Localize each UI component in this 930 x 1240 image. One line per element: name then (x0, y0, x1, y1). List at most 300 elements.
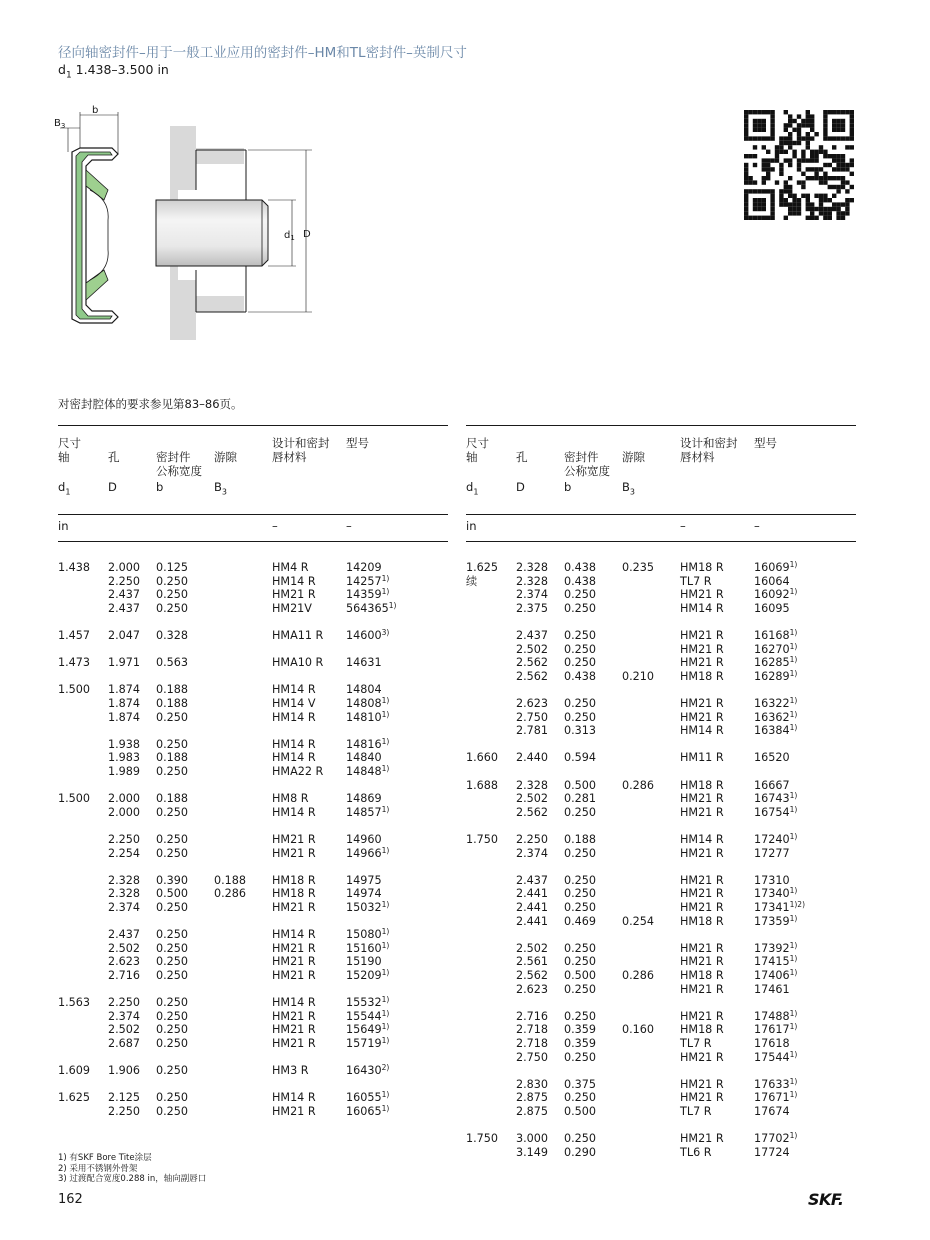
design-material: HM21 R (272, 955, 316, 969)
seal-width: 0.250 (564, 1009, 597, 1023)
footnote-ref: 1) (789, 1131, 798, 1141)
designation-value: 17633$^{1)}$ (754, 1076, 798, 1091)
designation-value: 14810$^{1)}$ (346, 709, 390, 724)
designation-value: 16069$^{1)}$ (754, 560, 798, 574)
designation-value: 17359$^{1)}$ (754, 913, 798, 928)
shaft-diameter: 1.500 (58, 792, 91, 806)
designation-value: 14816$^{1)}$ (346, 736, 390, 751)
designation-value: 14857$^{1)}$ (346, 804, 390, 819)
table-row (58, 561, 448, 575)
design-material: HM14 R (680, 601, 724, 615)
designation-value: 17340$^{1)}$ (754, 886, 798, 901)
bore-diameter: 2.562 (516, 669, 549, 683)
seal-width: 0.375 (564, 1077, 597, 1091)
footnote-ref: 1) (789, 1008, 798, 1018)
designation-value: 14840 (346, 751, 382, 765)
table-row (58, 928, 448, 942)
bore-diameter: 2.328 (516, 574, 549, 588)
design-material: HM21 R (272, 1009, 316, 1023)
symbol-D: D (516, 480, 525, 494)
designation-value: 17617$^{1)}$ (754, 1022, 798, 1037)
footnote-ref: 1) (789, 968, 798, 977)
table-row (58, 656, 448, 670)
designation-value: 14257$^{1)}$ (346, 573, 390, 588)
table-row (58, 833, 448, 847)
table-row (58, 887, 448, 901)
footnote-ref: 1) (789, 804, 798, 814)
footnote-ref: 1) (789, 668, 798, 678)
footnote-ref: 1) (381, 1022, 390, 1032)
seal-width: 0.250 (156, 1037, 189, 1050)
bore-diameter: 2.328 (108, 873, 141, 887)
designation-value: 14974 (346, 887, 382, 901)
bore-diameter: 2.562 (516, 805, 549, 819)
header-dimensions: 尺寸 (466, 436, 489, 450)
design-material: HM21 R (680, 982, 724, 996)
footnote-ref: 1) (789, 1076, 798, 1086)
bore-diameter: 2.781 (516, 724, 549, 738)
bore-diameter: 2.437 (516, 629, 549, 642)
seal-width: 0.250 (156, 737, 189, 751)
designation-value: 15544$^{1)}$ (346, 1008, 390, 1023)
seal-width: 0.188 (156, 792, 189, 806)
footnote-ref: 1) (381, 764, 390, 773)
seal-width: 0.438 (564, 669, 597, 683)
bore-diameter: 2.875 (516, 1105, 549, 1118)
bore-diameter: 2.437 (108, 588, 141, 602)
designation-value: 16289$^{1)}$ (754, 668, 798, 683)
design-material: HM21 R (680, 1077, 724, 1091)
table-body-rule (466, 541, 856, 542)
bore-diameter: 2.502 (516, 642, 549, 656)
seal-width: 0.438 (564, 561, 597, 574)
bore-diameter: 2.328 (516, 561, 549, 574)
shaft-diameter: 1.563 (58, 996, 91, 1010)
designation-value: 16430$^{2)}$ (346, 1063, 390, 1078)
seal-width: 0.500 (156, 887, 189, 901)
footnote-ref: 1) (381, 995, 390, 1005)
table-row (58, 1037, 448, 1051)
bore-diameter: 1.906 (108, 1064, 141, 1078)
seal-width: 0.359 (564, 1023, 597, 1037)
bore-diameter: 2.562 (516, 969, 549, 982)
footnote-ref: 1) (381, 845, 390, 855)
seal-width: 0.250 (564, 887, 597, 901)
seal-width: 0.250 (156, 601, 189, 615)
bore-diameter: 2.047 (108, 629, 141, 642)
footnotes (58, 1153, 206, 1185)
seal-width: 0.250 (156, 1091, 189, 1105)
designation-value: 17724 (754, 1145, 790, 1159)
designation-value: 14600$^{3)}$ (346, 628, 390, 642)
seal-width: 0.250 (564, 805, 597, 819)
seal-width: 0.250 (156, 710, 189, 724)
footnote-ref: 1) (388, 600, 397, 610)
footnote-ref: 1) (789, 886, 798, 896)
seal-width: 0.250 (564, 846, 597, 860)
label-b: b (92, 105, 99, 116)
header-design-2: 唇材料 (272, 450, 307, 464)
design-material: TL7 R (680, 1037, 712, 1050)
shaft-diameter: 1.625 (58, 1091, 91, 1105)
seal-width: 0.500 (564, 969, 597, 982)
bore-diameter: 2.437 (108, 928, 141, 942)
design-material: HM18 R (272, 873, 316, 887)
designation-value: 17341$^{1)2)}$ (754, 900, 805, 914)
bore-diameter: 2.718 (516, 1023, 549, 1037)
designation-value: 17406$^{1)}$ (754, 968, 798, 982)
footnote-ref: 1) (381, 736, 390, 746)
table-row (58, 874, 448, 888)
seal-width: 0.250 (564, 873, 597, 887)
design-material: HM18 R (680, 669, 724, 683)
designation-value: 17544$^{1)}$ (754, 1049, 798, 1064)
designation-value: 17461 (754, 982, 790, 996)
design-material: HM18 R (680, 1023, 724, 1037)
table-row (466, 711, 856, 725)
bore-diameter: 2.374 (108, 901, 141, 914)
bore-diameter: 1.971 (108, 656, 141, 670)
table-row (466, 1146, 856, 1160)
bore-diameter: 2.441 (516, 914, 549, 928)
seal-width: 0.250 (564, 629, 597, 642)
bore-diameter: 2.250 (108, 996, 141, 1010)
header-bore: 孔 (108, 450, 120, 464)
table-top-rule (58, 425, 448, 426)
footnote-ref: 1) (381, 940, 390, 950)
bore-diameter: 2.437 (516, 873, 549, 887)
design-material: HM21 R (680, 629, 724, 642)
header-design-1: 设计和密封 (272, 436, 330, 450)
design-material: HM21 R (680, 710, 724, 724)
design-material: HM21 R (680, 1132, 724, 1146)
table-row (58, 738, 448, 752)
clearance-value: 0.235 (622, 561, 655, 574)
page-number: 162 (58, 1192, 83, 1207)
designation-value: 15719$^{1)}$ (346, 1036, 390, 1050)
bore-diameter: 2.716 (516, 1009, 549, 1023)
table-row (466, 1105, 856, 1119)
table-row (466, 942, 856, 956)
designation-value: 14960 (346, 833, 382, 846)
seal-width: 0.250 (156, 765, 189, 778)
clearance-value: 0.286 (622, 969, 655, 982)
footnote-ref: 1) (789, 709, 798, 719)
footnote-ref: 1) (381, 587, 390, 597)
unit-dash-designation: – (754, 519, 760, 533)
seal-drawing (50, 100, 330, 350)
clearance-value: 0.254 (622, 914, 655, 928)
table-row (58, 1091, 448, 1105)
table-row (466, 806, 856, 820)
table-row (58, 765, 448, 779)
designation-value: 17310 (754, 873, 790, 887)
table-row (466, 874, 856, 888)
shaft-diameter: 1.500 (58, 683, 91, 697)
seal-width: 0.594 (564, 751, 597, 765)
designation-value: 17674 (754, 1105, 790, 1118)
seal-width: 0.250 (156, 846, 189, 860)
footnote-ref: 1) (381, 968, 390, 977)
designation-value: 15032$^{1)}$ (346, 900, 390, 914)
seal-width: 0.250 (156, 574, 189, 588)
table-row (58, 1023, 448, 1037)
footnote-ref: 1) (789, 1022, 798, 1032)
footnote-ref: 1) (789, 723, 798, 733)
table-row (466, 969, 856, 983)
symbol-B3: $B_3$ (214, 480, 227, 497)
designation-value: 14848$^{1)}$ (346, 764, 390, 778)
table-row (58, 1105, 448, 1119)
seal-width: 0.250 (156, 1009, 189, 1023)
designation-value: 17277 (754, 846, 790, 860)
footnote-2: 2) 采用不锈钢外骨架 (58, 1163, 138, 1174)
design-material: HM14 R (272, 751, 316, 765)
table-row (58, 996, 448, 1010)
bore-diameter: 2.750 (516, 1050, 549, 1064)
table-row (58, 792, 448, 806)
shaft-diameter: 1.609 (58, 1064, 91, 1078)
table-unit-rule (58, 514, 448, 515)
designation-value: 17618 (754, 1037, 790, 1050)
bore-diameter: 2.718 (516, 1037, 549, 1050)
design-material: HM14 R (272, 737, 316, 751)
bore-diameter: 2.687 (108, 1037, 141, 1050)
table-row (466, 901, 856, 915)
design-material: HMA10 R (272, 656, 324, 670)
page-subtitle: $d_1$ 1.438–3.500 in (58, 62, 169, 81)
seal-width: 0.250 (156, 588, 189, 602)
footnote-ref: 1) (789, 940, 798, 950)
table-row (466, 643, 856, 657)
design-material: TL7 R (680, 1105, 712, 1118)
design-material: HM14 R (272, 805, 316, 819)
bore-diameter: 2.875 (516, 1091, 549, 1105)
header-designation: 型号 (346, 436, 369, 450)
clearance-value: 0.210 (622, 669, 655, 683)
design-material: HM21 R (272, 969, 316, 982)
seal-width: 0.250 (564, 656, 597, 670)
designation-value: 16743$^{1)}$ (754, 791, 798, 806)
table-row (466, 656, 856, 670)
footnote-ref: 1) (789, 913, 798, 923)
designation-value: 16667 (754, 778, 790, 792)
design-material: HM3 R (272, 1064, 309, 1078)
design-material: HM18 R (680, 778, 724, 792)
design-material: HM21 R (680, 697, 724, 710)
bore-diameter: 2.716 (108, 969, 141, 982)
design-material: HM21 R (680, 846, 724, 860)
table-row (466, 602, 856, 616)
header-design-1: 设计和密封 (680, 436, 738, 450)
design-material: HM21 R (680, 941, 724, 955)
table-row (58, 588, 448, 602)
footnote-ref: 1) (381, 1036, 390, 1045)
seal-width: 0.250 (564, 982, 597, 996)
design-material: HM21 R (680, 873, 724, 887)
seal-width: 0.250 (564, 642, 597, 656)
design-material: HM14 R (680, 833, 724, 846)
table-row (466, 1091, 856, 1105)
design-material: HM21 R (272, 588, 316, 602)
qr-code[interactable] (744, 110, 854, 220)
footnote-ref: 1) (789, 832, 798, 841)
seal-width: 0.500 (564, 1105, 597, 1118)
header-clearance: 游隙 (622, 450, 645, 464)
header-shaft: 轴 (58, 450, 70, 464)
footnote-ref: 1) (789, 560, 798, 569)
seal-width: 0.250 (156, 833, 189, 846)
bore-diameter: 2.562 (516, 656, 549, 670)
designation-value: 14631 (346, 656, 382, 670)
bore-diameter: 2.125 (108, 1091, 141, 1105)
table-body-rule (58, 541, 448, 542)
design-material: HM21V (272, 601, 312, 615)
table-row (58, 751, 448, 765)
table-row (466, 588, 856, 602)
table-row (58, 806, 448, 820)
footnote-ref: 1) (381, 1090, 390, 1100)
seal-width: 0.250 (156, 996, 189, 1010)
seal-width: 0.250 (564, 588, 597, 602)
unit-dash-design: – (680, 519, 686, 533)
table-row (58, 942, 448, 956)
seal-width: 0.250 (564, 710, 597, 724)
bore-diameter: 2.440 (516, 751, 549, 765)
header-designation: 型号 (754, 436, 777, 450)
seal-width: 0.250 (564, 955, 597, 969)
table-row (58, 575, 448, 589)
table-row (58, 629, 448, 643)
bore-diameter: 2.250 (108, 1105, 141, 1118)
seal-width: 0.328 (156, 629, 189, 642)
design-material: HM14 R (272, 574, 316, 588)
table-row (466, 697, 856, 711)
designation-value: 16285$^{1)}$ (754, 655, 798, 670)
designation-value: 17702$^{1)}$ (754, 1131, 798, 1146)
bore-diameter: 2.830 (516, 1077, 549, 1091)
design-material: HM14 R (272, 1091, 316, 1105)
footnote-ref: 1) (381, 927, 390, 937)
design-material: HM14 R (272, 996, 316, 1010)
label-b3: $B_3$ (54, 118, 66, 130)
footnote-3: 3) 过渡配合宽度0.288 in，轴向副唇口 (58, 1174, 207, 1184)
design-material: HM11 R (680, 751, 724, 765)
shaft-diameter: 1.688 (466, 778, 499, 792)
designation-value: 15209$^{1)}$ (346, 968, 390, 982)
shaft-diameter: 1.660 (466, 751, 499, 765)
table-row (58, 711, 448, 725)
unit-in: in (466, 519, 477, 533)
bore-diameter: 2.561 (516, 955, 549, 969)
bore-diameter: 1.938 (108, 737, 141, 751)
designation-value: 15190 (346, 955, 382, 969)
table-row (466, 751, 856, 765)
bore-diameter: 2.502 (108, 1023, 141, 1037)
design-material: HM18 R (680, 969, 724, 982)
table-row (466, 1023, 856, 1037)
seal-cross-section (72, 148, 118, 323)
header-width-1: 密封件 (156, 450, 191, 464)
design-material: TL7 R (680, 574, 712, 588)
bore-diameter: 2.000 (108, 792, 141, 806)
symbol-d1: $d_1$ (466, 480, 479, 497)
bore-diameter: 2.328 (516, 778, 549, 792)
bore-diameter: 2.250 (516, 833, 549, 846)
design-material: HM21 R (680, 1091, 724, 1105)
designation-value: 17392$^{1)}$ (754, 940, 798, 955)
design-material: HM14 R (272, 710, 316, 724)
design-material: HM21 R (680, 901, 724, 914)
skf-logo: SKF. (808, 1190, 844, 1209)
bore-diameter: 3.149 (516, 1145, 549, 1159)
designation-value: 16520 (754, 751, 790, 765)
seal-width: 0.250 (156, 941, 189, 955)
table-row (58, 969, 448, 983)
footnote-ref: 1) (789, 1049, 798, 1059)
bore-diameter: 2.375 (516, 601, 549, 615)
bore-diameter: 1.874 (108, 697, 141, 710)
seal-width: 0.188 (156, 751, 189, 765)
table-row (466, 887, 856, 901)
design-material: HM21 R (272, 1023, 316, 1037)
design-material: HM21 R (680, 955, 724, 969)
shaft-diameter: 1.457 (58, 629, 91, 642)
seal-width: 0.250 (564, 941, 597, 955)
bore-diameter: 2.000 (108, 805, 141, 819)
header-width-2: 公称宽度 (564, 464, 610, 478)
design-material: TL6 R (680, 1145, 712, 1159)
shaft-diameter: 1.750 (466, 1132, 499, 1146)
designation-value: 14808$^{1)}$ (346, 696, 390, 710)
seal-width: 0.250 (564, 697, 597, 710)
designation-value: 16270$^{1)}$ (754, 641, 798, 656)
footnote-ref: 1) (789, 954, 798, 964)
table-row (58, 955, 448, 969)
designation-value: 16095 (754, 601, 790, 615)
seal-width: 0.250 (156, 1064, 189, 1078)
table-row (58, 1064, 448, 1078)
design-material: HM8 R (272, 792, 309, 806)
unit-dash-design: – (272, 519, 278, 533)
footnote-ref: 1)2) (789, 900, 805, 909)
table-row (466, 983, 856, 997)
seal-width: 0.188 (156, 683, 189, 697)
seal-width: 0.250 (564, 1091, 597, 1105)
designation-value: 16065$^{1)}$ (346, 1104, 390, 1118)
cavity-requirement-note: 对密封腔体的要求参见第83–86页。 (58, 397, 243, 411)
footnote-ref: 1) (789, 628, 798, 637)
bore-diameter: 2.623 (108, 955, 141, 969)
footnote-ref: 3) (381, 628, 390, 637)
footnote-ref: 1) (381, 709, 390, 719)
designation-value: 14966$^{1)}$ (346, 845, 390, 860)
designation-value: 14804 (346, 683, 382, 697)
footnote-ref: 1) (381, 900, 390, 909)
bore-diameter: 2.502 (108, 941, 141, 955)
table-top-rule (466, 425, 856, 426)
continued-label: 续 (466, 574, 478, 588)
seal-width: 0.250 (156, 969, 189, 982)
table-row (466, 1037, 856, 1051)
bore-diameter: 2.623 (516, 697, 549, 710)
design-material: HM21 R (680, 792, 724, 806)
seal-width: 0.250 (156, 1023, 189, 1037)
design-material: HM21 R (272, 941, 316, 955)
design-material: HM21 R (680, 1050, 724, 1064)
symbol-D: D (108, 480, 117, 494)
design-material: HM18 R (680, 914, 724, 928)
